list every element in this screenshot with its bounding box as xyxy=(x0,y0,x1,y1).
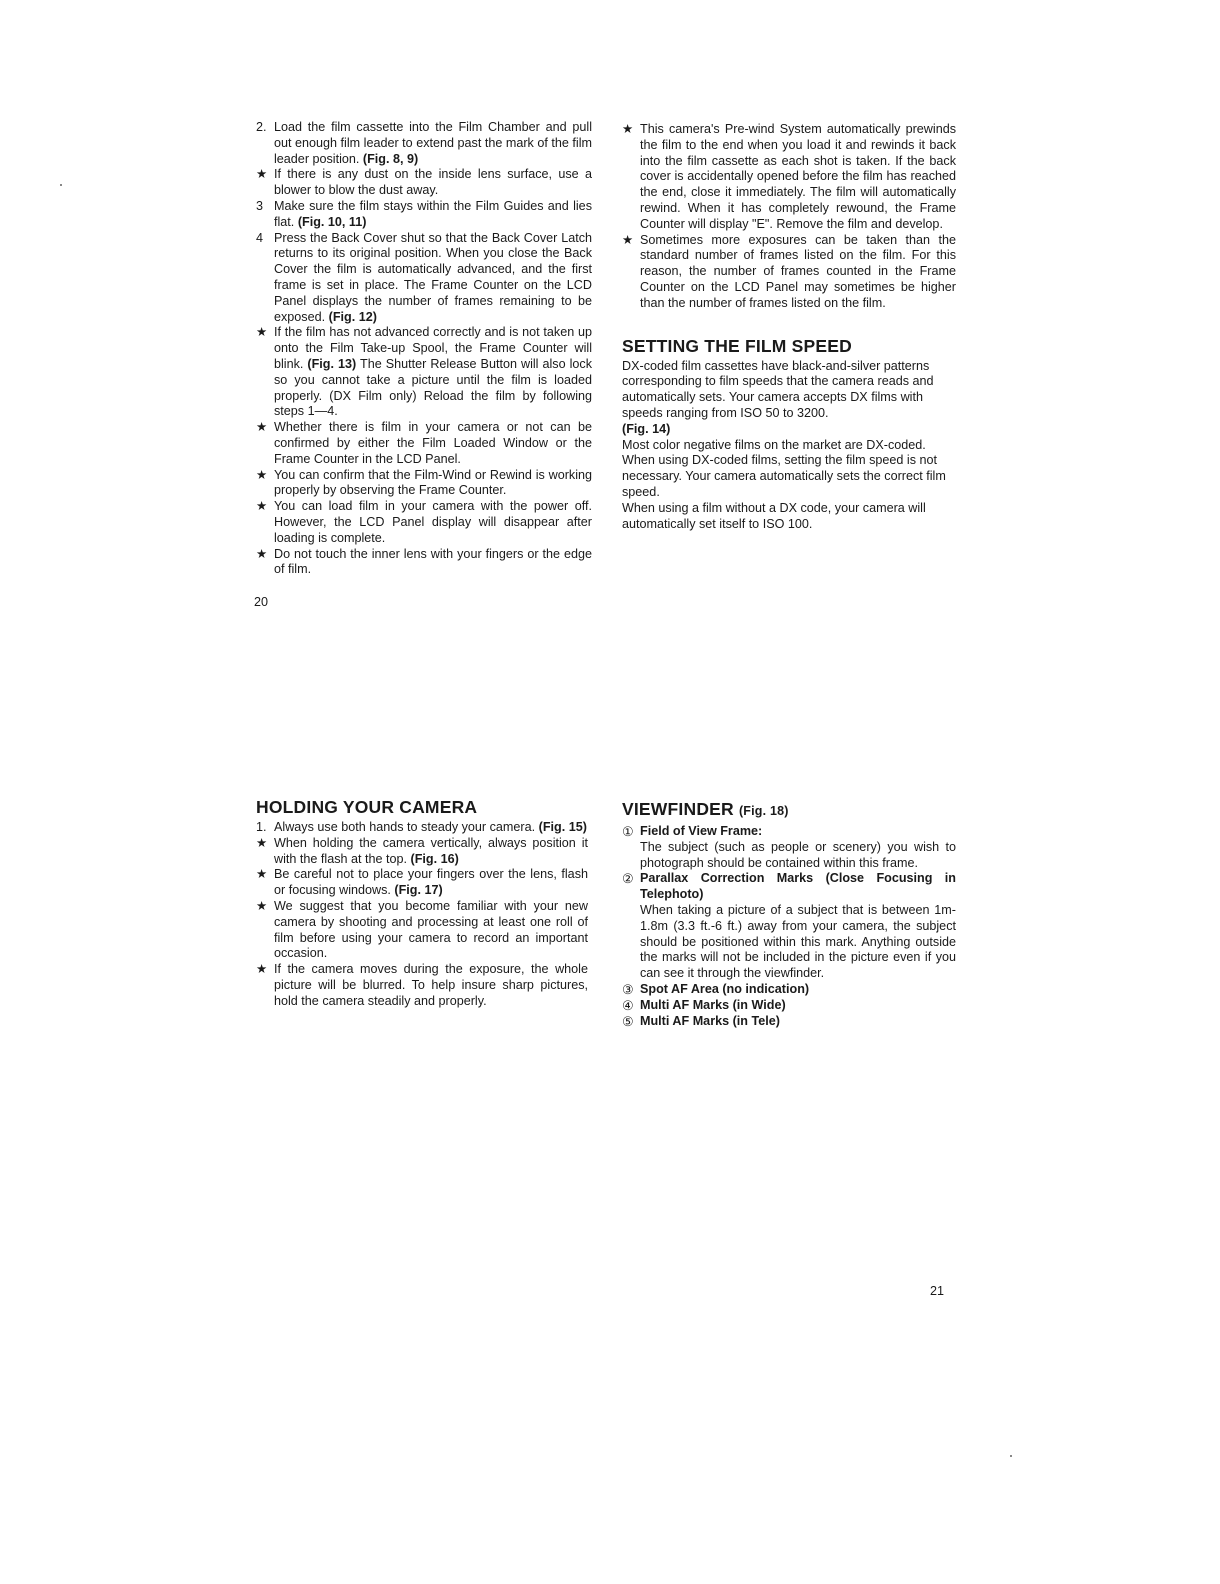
scan-speck xyxy=(60,184,62,186)
figure-ref: (Fig. 13) xyxy=(307,356,357,371)
circled-number: ⑤ xyxy=(622,1013,634,1029)
section-heading: HOLDING YOUR CAMERA xyxy=(256,797,478,817)
item-title: Multi AF Marks (in Tele) xyxy=(640,1013,780,1028)
list-item xyxy=(256,867,588,899)
star-icon: ★ xyxy=(256,325,268,340)
list-item xyxy=(256,547,592,579)
star-icon: ★ xyxy=(256,835,268,850)
item-title: Field of View Frame: xyxy=(640,824,763,838)
item-text: You can load film in your camera with the power off. However, the LCD Panel display will disappear after loading is complete. xyxy=(274,499,592,545)
list-marker: 2. xyxy=(256,120,267,134)
item-text: Be careful not to place your fingers over the lens, flash or focusing windows. xyxy=(274,867,588,898)
item-text: Press the Back Cover shut so that the Back Cover Latch returns to its original position. When you close the Back Cover the film is automatically advanced, and the first frame is set in place. The Frame Counter on the LCD Panel displays the number of frames remaining to be exposed. xyxy=(274,230,592,324)
circled-number: ③ xyxy=(622,981,634,997)
list-item xyxy=(256,820,588,836)
figure-ref: (Fig. 14) xyxy=(622,421,671,436)
star-icon: ★ xyxy=(256,167,268,182)
item-text: You can confirm that the Film-Wind or Rewind is working properly by observing the Frame Counter. xyxy=(274,467,592,498)
item-text-tail: The Shutter Release Button will also lock so you cannot take a picture until the film is loaded properly. (DX Film only) Reload the film by following steps 1—4. xyxy=(274,356,592,419)
list-item xyxy=(622,122,956,233)
figure-ref: (Fig. 17) xyxy=(394,883,443,898)
item-text: Whether there is film in your camera or not can be confirmed by either the Film Loaded Window or the Frame Counter in the LCD Panel. xyxy=(274,420,592,466)
paragraph: When using a film without a DX code, your camera will automatically set itself to ISO 100. xyxy=(622,500,926,531)
paragraph: DX-coded film cassettes have black-and-silver patterns corresponding to film speeds that the camera reads and automatically sets. Your camera accepts DX films with speeds ranging from ISO 50 to 3200. xyxy=(622,358,934,420)
star-icon: ★ xyxy=(256,546,268,561)
star-icon: ★ xyxy=(256,420,268,435)
figure-ref: (Fig. 15) xyxy=(538,820,587,834)
film-notes-section xyxy=(622,122,956,532)
circled-number: ① xyxy=(622,824,634,839)
list-item xyxy=(256,420,592,467)
list-item xyxy=(256,167,592,199)
page-number: 21 xyxy=(930,1284,945,1298)
item-text: When holding the camera vertically, always position it with the flash at the top. xyxy=(274,835,588,866)
list-item xyxy=(256,836,588,868)
item-title: Spot AF Area (no indication) xyxy=(640,981,810,996)
section-heading xyxy=(622,799,956,822)
list-item xyxy=(622,1014,956,1030)
list-item xyxy=(622,233,956,312)
item-title: Multi AF Marks (in Wide) xyxy=(640,997,786,1012)
page-number: 20 xyxy=(254,595,269,609)
item-title: Parallax Correction Marks (Close Focusing in Telephoto) xyxy=(640,871,956,902)
list-item xyxy=(256,199,592,231)
heading-text: VIEWFINDER xyxy=(622,799,734,819)
circled-number: ④ xyxy=(622,997,634,1013)
item-text: If there is any dust on the inside lens surface, use a blower to blow the dust away. xyxy=(274,167,592,198)
item-text: We suggest that you become familiar with your new camera by shooting and processing at least one roll of film before using your camera to record an important occasion. xyxy=(274,898,588,961)
section-heading: SETTING THE FILM SPEED xyxy=(622,335,852,356)
scan-speck xyxy=(1010,1455,1012,1457)
star-icon: ★ xyxy=(256,898,268,913)
item-text: This camera's Pre-wind System automatically prewinds the film to the end when you load it and rewinds it back into the film cassette as each shot is taken. If the back cover is accidentally opened before the film has reached the end, close it immediately. The film will automatically rewind. When it has completely rewound, the Frame Counter will display "E". Remove the film and develop. xyxy=(640,122,956,231)
figure-ref: (Fig. 18) xyxy=(738,804,789,818)
star-icon: ★ xyxy=(256,867,268,882)
list-item xyxy=(256,120,592,167)
item-description: When taking a picture of a subject that is between 1m-1.8m (3.3 ft.-6 ft.) away from your camera, the subject should be positioned within this mark. Anything outside the marks will not be included in the picture even if you can see it through the viewfinder. xyxy=(640,902,956,981)
list-marker: 1. xyxy=(256,820,267,834)
film-speed-section xyxy=(622,336,956,533)
figure-ref: (Fig. 12) xyxy=(328,309,377,324)
figure-ref: (Fig. 10, 11) xyxy=(297,214,367,229)
star-icon: ★ xyxy=(622,122,634,136)
item-description: The subject (such as people or scenery) you wish to photograph should be contained within this frame. xyxy=(640,839,956,870)
list-marker: 3 xyxy=(256,198,264,213)
list-item xyxy=(622,998,956,1014)
list-item xyxy=(256,499,592,546)
list-item xyxy=(256,231,592,326)
list-item xyxy=(256,468,592,500)
item-text: If the camera moves during the exposure, the whole picture will be blurred. To help insure sharp pictures, hold the camera steadily and properly. xyxy=(274,962,588,1008)
item-text: Always use both hands to steady your camera. xyxy=(274,820,539,834)
item-text: Load the film cassette into the Film Chamber and pull out enough film leader to extend past the mark of the film leader position. xyxy=(274,120,592,166)
item-text: Sometimes more exposures can be taken than the standard number of frames listed on the film. For this reason, the number of frames counted in the Frame Counter on the LCD Panel may sometimes be higher than the number of frames listed on the film. xyxy=(640,232,956,310)
item-text: Do not touch the inner lens with your fingers or the edge of film. xyxy=(274,546,592,577)
item-text: If the film has not advanced correctly and is not taken up onto the Film Take-up Spool, the Frame Counter will blink. xyxy=(274,325,592,371)
star-icon: ★ xyxy=(622,232,634,247)
figure-ref: (Fig. 8, 9) xyxy=(362,151,419,166)
page-20-instructions xyxy=(256,120,592,578)
list-item xyxy=(256,899,588,962)
paragraph: Most color negative films on the market are DX-coded. When using DX-coded films, setting the film speed is not necessary. Your camera automatically sets the correct film speed. xyxy=(622,437,946,499)
list-item xyxy=(256,962,588,1009)
star-icon: ★ xyxy=(256,499,268,514)
list-marker: 4 xyxy=(256,230,264,245)
star-icon: ★ xyxy=(256,467,268,482)
viewfinder-section xyxy=(622,799,956,1029)
list-item xyxy=(622,982,956,998)
figure-ref: (Fig. 16) xyxy=(410,851,459,866)
list-item xyxy=(622,871,956,982)
list-item xyxy=(256,325,592,420)
circled-number: ② xyxy=(622,871,634,887)
star-icon: ★ xyxy=(256,962,268,977)
item-text: Make sure the film stays within the Film Guides and lies flat. xyxy=(274,198,592,229)
list-item xyxy=(622,824,956,871)
holding-camera-section xyxy=(256,797,588,1010)
